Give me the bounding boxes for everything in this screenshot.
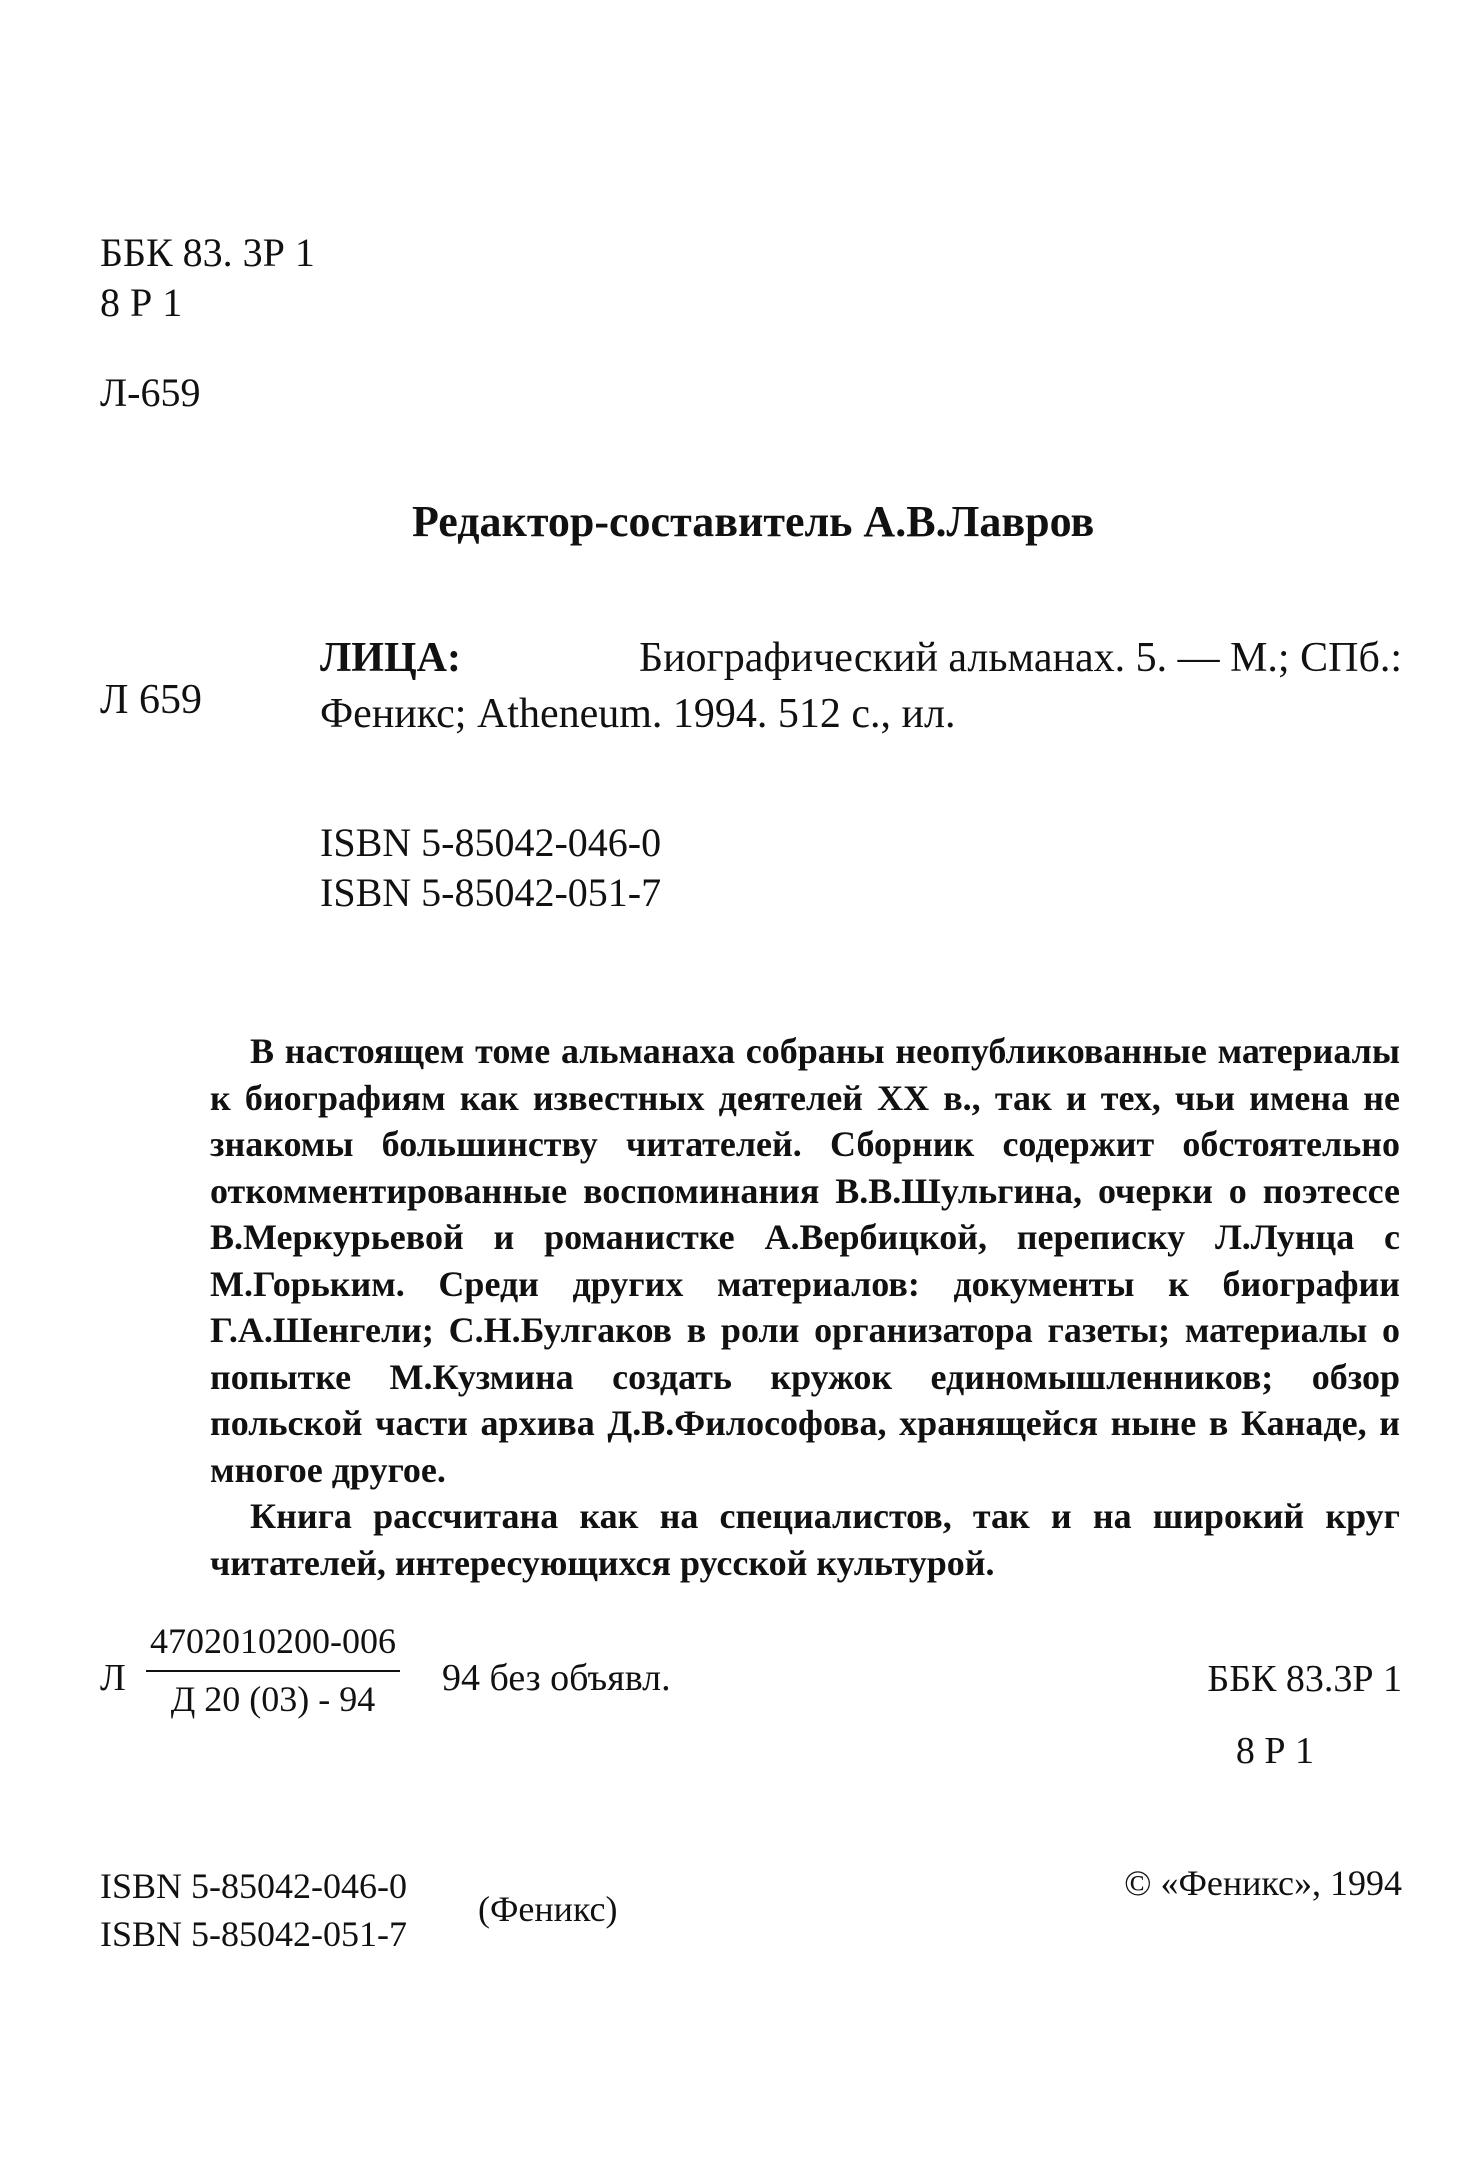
annotation — [210, 1028, 1400, 1586]
isbn-bottom-line: ISBN 5-85042-046-0 — [100, 1866, 407, 1906]
price-code-letter: Л — [100, 1657, 126, 1699]
annotation-paragraph: В настоящем томе альманаха собраны неопубликованные материалы к биографиям как известных деятелей XX в., так и тех, чьи имена не знакомы большинству читателей. Сборник содержит обстоятельно откомментированные воспоминания В.В.Шульгина, очерки о поэтессе В.Меркурьевой и романистке А.Вербицкой, переписку Л.Лунца с М.Горьким. Среди других материалов: документы к биографии Г.А.Шенгели; С.Н.Булгаков в роли организатора газеты; материалы о попытке М.Кузмина создать кружок единомышленников; обзор польской части архива Д.В.Философова, хранящейся ныне в Канаде, и многое другое. — [210, 1031, 1400, 1490]
bbk-line-1: ББК 83. 3Р 1 — [100, 230, 315, 275]
isbn-line: ISBN 5-85042-046-0 — [320, 820, 662, 865]
catalog-card-line-1 — [320, 630, 1402, 686]
isbn-bottom-line: ISBN 5-85042-051-7 — [100, 1914, 407, 1954]
catalog-card-text — [320, 630, 1402, 742]
index-mark: Л-659 — [100, 370, 201, 415]
annotation-paragraph: Книга рассчитана как на специалистов, так и на широкий круг читателей, интересующихся русской культурой. — [210, 1496, 1400, 1583]
copyright: © «Феникс», 1994 — [1124, 1863, 1402, 1903]
catalog-card-code: Л 659 — [100, 677, 202, 723]
price-code-suffix: 94 без объявл. — [442, 1657, 671, 1699]
price-code-denominator: Д 20 (03) - 94 — [170, 1679, 376, 1719]
bbk-line-2: 8 Р 1 — [100, 280, 183, 325]
bbk-classification — [100, 228, 315, 328]
price-code-numerator: 4702010200-006 — [150, 1621, 396, 1661]
publisher-bracket: (Феникс) — [478, 1889, 618, 1929]
bbk-bottom-line-2: 8 Р 1 — [1235, 1730, 1314, 1772]
catalog-card-line-2: Феникс; Atheneum. 1994. 512 с., ил. — [320, 691, 956, 737]
editor-line: Редактор-составитель А.В.Лавров — [412, 497, 1095, 546]
catalog-card-line-1-rest: Биографический альманах. 5. — М.; СПб.: — [638, 635, 1402, 681]
bbk-bottom-line-1: ББК 83.3Р 1 — [1207, 1658, 1402, 1700]
isbn-line: ISBN 5-85042-051-7 — [320, 870, 662, 915]
isbn-bottom — [100, 1862, 407, 1958]
isbn-list — [320, 818, 661, 918]
price-code-fraction — [146, 1618, 400, 1722]
fraction-rule — [146, 1670, 400, 1672]
bbk-bottom — [1207, 1656, 1402, 1774]
catalog-card-title: ЛИЦА: — [320, 635, 461, 681]
